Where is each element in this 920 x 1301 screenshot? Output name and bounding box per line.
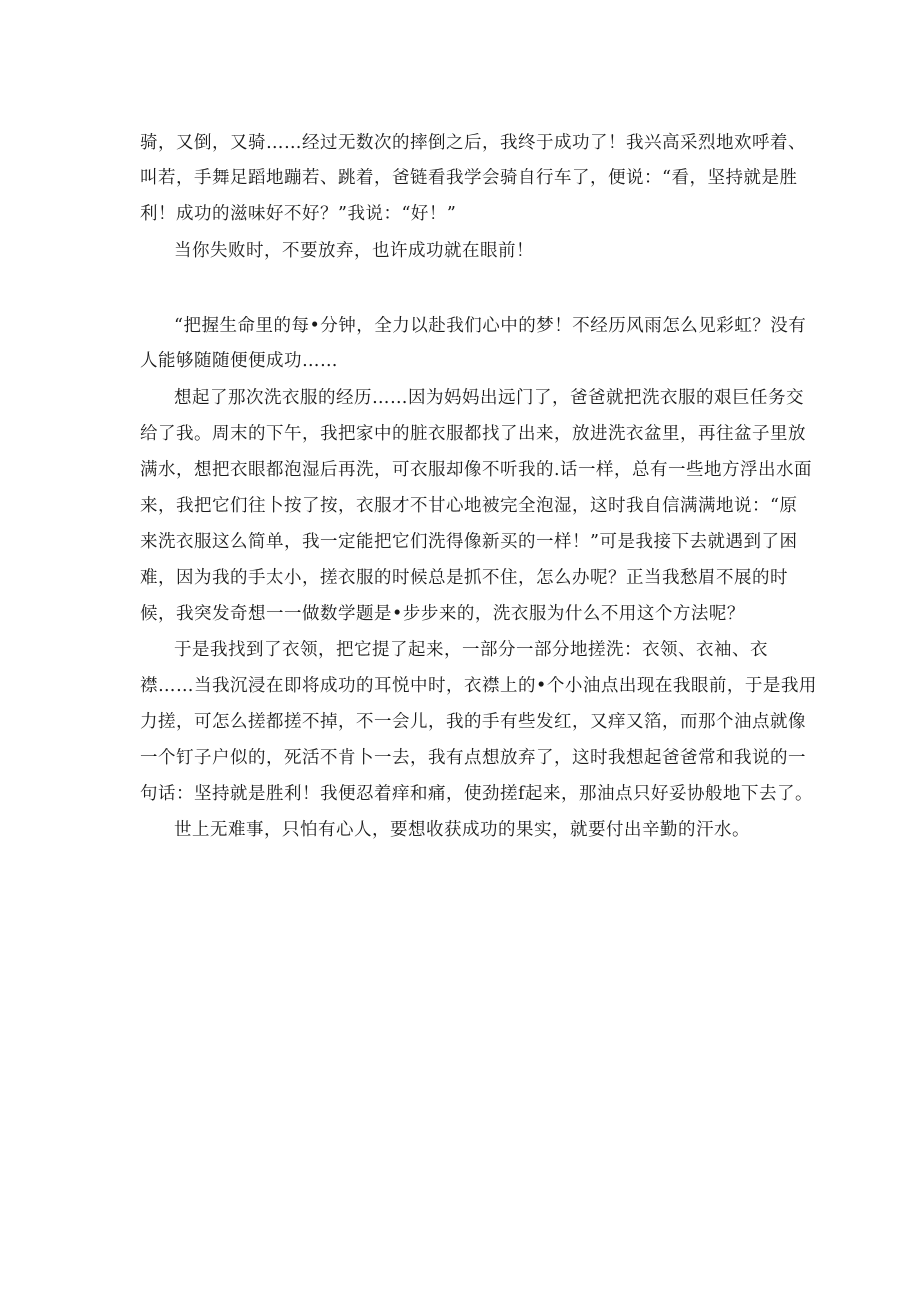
paragraph-line: 襟……当我沉浸在即将成功的耳悦中时，衣襟上的•个小油点出现在我眼前，于是我用: [140, 676, 817, 696]
paragraph-line: 一个钉子户似的，死活不肯卜一去，我有点想放弃了，这时我想起爸爸常和我说的一: [140, 748, 806, 768]
paragraph-line: 候，我突发奇想一一做数学题是•步步来的，洗衣服为什么不用这个方法呢？: [140, 604, 745, 624]
paragraph-line: 来，我把它们往卜按了按，衣服才不甘心地被完全泡湿，这时我自信满满地说：“原: [140, 496, 798, 516]
paragraph-line: 世上无难事，只怕有心人，要想收获成功的果实，就要付出辛勤的汗水。: [174, 820, 750, 840]
paragraph-line: 当你失败时，不要放弃，也许成功就在眼前！: [174, 241, 534, 261]
paragraph-line: “把握生命里的每•分钟，全力以赴我们心中的梦！不经历风雨怎么见彩虹？没有: [174, 316, 807, 336]
paragraph-line: 给了我。周末的下午，我把家中的脏衣服都找了出来，放进洗衣盆里，再往盆子里放: [140, 424, 806, 444]
paragraph-line: 于是我找到了衣领，把它提了起来，一部分一部分地搓洗：衣领、衣袖、衣: [174, 640, 768, 660]
paragraph-line: 句话：坚持就是胜利！我便忍着痒和痛，使劲搓f起来，那油点只好妥协般地下去了。: [140, 784, 813, 804]
paragraph-line: 骑，又倒，又骑……经过无数次的摔倒之后，我终于成功了！我兴高采烈地欢呼着、: [140, 133, 806, 153]
paragraph-line: 难，因为我的手太小，搓衣服的时候总是抓不住，怎么办呢？正当我愁眉不展的时: [140, 568, 788, 588]
paragraph-line: 叫若，手舞足蹈地蹦若、跳着，爸链看我学会骑自行车了，便说：“看，坚持就是胜: [140, 168, 798, 188]
paragraph-line: 来洗衣服这么简单，我一定能把它们洗得像新买的一样！”可是我接下去就遇到了困: [140, 532, 798, 552]
paragraph-line: 人能够随随便便成功……: [140, 351, 338, 371]
paragraph-line: 想起了那次洗衣服的经历……因为妈妈出远门了，爸爸就把洗衣服的艰巨任务交: [174, 388, 804, 408]
paragraph-line: 利！成功的滋味好不好？”我说：“好！”: [140, 204, 457, 224]
paragraph-line: 力搓，可怎么搓都搓不掉，不一会儿，我的手有些发红，又痒又箔，而那个油点就像: [140, 712, 806, 732]
paragraph-line: 满水，想把衣眼都泡湿后再洗，可衣服却像不听我的.话一样，总有一些地方浮出水面: [140, 460, 813, 480]
